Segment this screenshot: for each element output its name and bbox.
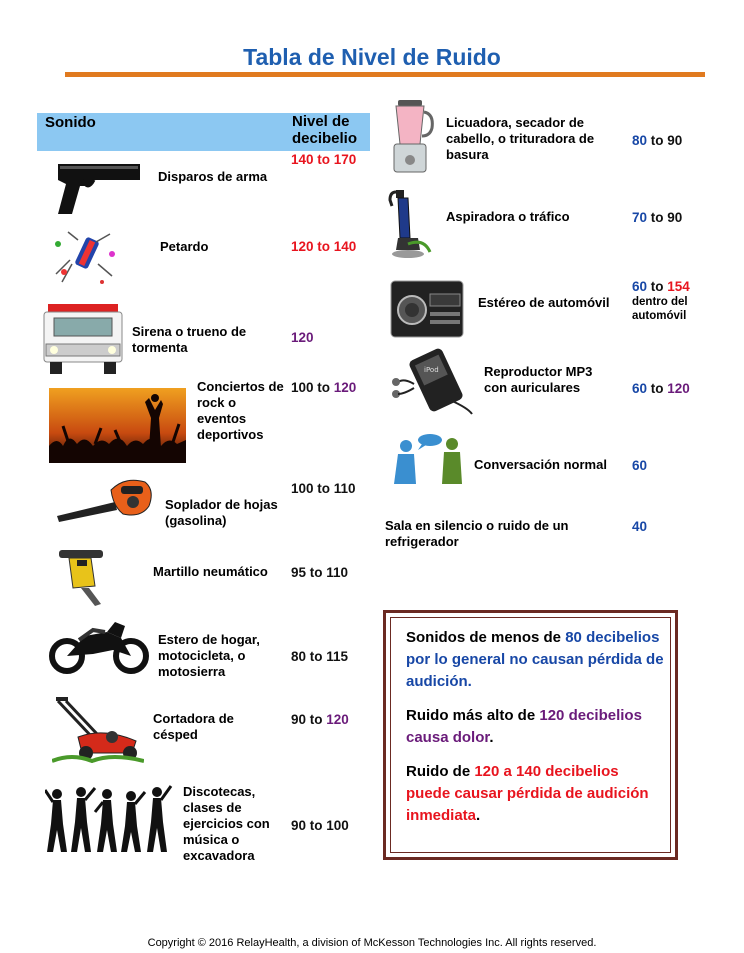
value-discotecas: 90 to 100 bbox=[291, 818, 349, 833]
footer-copyright: Copyright © 2016 RelayHealth, a division of McKesson Technologies Inc. All rights reserved. bbox=[147, 937, 597, 949]
dancers-icon bbox=[45, 782, 175, 856]
vacuum-icon bbox=[388, 188, 436, 260]
value-petardo: 120 to 140 bbox=[291, 239, 357, 254]
info-p1-a: Sonidos de menos de bbox=[406, 629, 566, 646]
value-estereo bbox=[632, 279, 690, 294]
label-cortadora: Cortadora de césped bbox=[153, 711, 234, 742]
label-martillo: Martillo neumático bbox=[153, 564, 268, 579]
motorcycle-icon bbox=[49, 618, 149, 674]
value-estereo-a: 60 bbox=[632, 279, 648, 294]
gun-icon bbox=[54, 160, 144, 218]
value-mp3-b: to bbox=[647, 381, 668, 396]
info-paragraph-2 bbox=[406, 705, 666, 749]
value-estereo-note: dentro del automóvil bbox=[632, 296, 688, 322]
firecracker-icon bbox=[50, 230, 120, 286]
value-estereo-c: 154 bbox=[667, 279, 690, 294]
value-sala: 40 bbox=[632, 519, 648, 534]
label-disparos: Disparos de arma bbox=[158, 169, 268, 184]
info-p3-b: 120 a 140 decibelios puede causar pérdida de audición inmediata bbox=[406, 763, 649, 824]
blender-icon bbox=[390, 98, 436, 176]
value-estero: 80 to 115 bbox=[291, 649, 349, 664]
value-aspiradora bbox=[632, 210, 682, 225]
label-petardo: Petardo bbox=[160, 239, 209, 254]
label-aspiradora: Aspiradora o tráfico bbox=[446, 209, 570, 224]
label-sala: Sala en silencio o ruido de un refrigerador bbox=[385, 518, 569, 549]
value-conciertos bbox=[291, 380, 356, 395]
value-mp3 bbox=[632, 381, 690, 396]
value-conciertos-a: 100 to bbox=[291, 380, 334, 395]
label-discotecas: Discotecas, clases de ejercicios con música o excavadora bbox=[183, 784, 270, 863]
value-mp3-c: 120 bbox=[667, 381, 690, 396]
page-title: Tabla de Nivel de Ruido bbox=[243, 44, 501, 70]
info-paragraph-1 bbox=[406, 627, 666, 693]
jackhammer-icon bbox=[55, 546, 115, 608]
info-p1-b: 80 bbox=[565, 629, 582, 646]
info-p2-b: 120 bbox=[539, 707, 565, 724]
label-estero: Estero de hogar, motocicleta, o motosierra bbox=[158, 632, 260, 679]
info-p2-c: decibelios causa dolor bbox=[406, 707, 642, 746]
value-licuadora bbox=[632, 133, 682, 148]
value-conversacion: 60 bbox=[632, 458, 648, 473]
value-soplador: 100 to 110 bbox=[291, 481, 356, 496]
value-martillo: 95 to 110 bbox=[291, 565, 349, 580]
value-cortadora-b: 120 bbox=[326, 712, 349, 727]
conversation-icon bbox=[390, 432, 466, 486]
value-licuadora-b: to 90 bbox=[647, 133, 683, 148]
title-underline bbox=[65, 72, 705, 77]
label-sirena: Sirena o trueno de tormenta bbox=[132, 324, 247, 355]
value-aspiradora-b: to 90 bbox=[647, 210, 683, 225]
leaf-blower-icon bbox=[55, 476, 155, 528]
value-mp3-a: 60 bbox=[632, 381, 648, 396]
value-aspiradora-a: 70 bbox=[632, 210, 648, 225]
value-cortadora-a: 90 to bbox=[291, 712, 327, 727]
concert-photo bbox=[49, 388, 186, 463]
lawn-mower-icon bbox=[52, 697, 144, 763]
info-p2-d: . bbox=[489, 729, 494, 746]
value-sirena: 120 bbox=[291, 330, 314, 345]
value-disparos: 140 to 170 bbox=[291, 152, 357, 167]
mp3-screen-text: iPod bbox=[424, 366, 439, 374]
label-licuadora: Licuadora, secador de cabello, o trituradora de basura bbox=[446, 115, 595, 162]
mp3-player-icon bbox=[388, 344, 478, 416]
value-estereo-b: to bbox=[647, 279, 668, 294]
info-p3-a: Ruido de bbox=[406, 763, 475, 780]
label-estereo: Estéreo de automóvil bbox=[478, 295, 610, 310]
car-stereo-icon bbox=[390, 280, 464, 338]
info-paragraph-3 bbox=[406, 761, 666, 827]
info-box bbox=[383, 610, 678, 860]
header-sonido: Sonido bbox=[45, 114, 96, 131]
value-conciertos-b: 120 bbox=[333, 380, 357, 395]
value-licuadora-a: 80 bbox=[632, 133, 648, 148]
label-mp3: Reproductor MP3 con auriculares bbox=[484, 364, 593, 395]
value-cortadora bbox=[291, 712, 349, 727]
info-p3-c: . bbox=[476, 807, 481, 824]
label-conciertos: Conciertos de rock o eventos deportivos bbox=[197, 379, 284, 442]
info-p1-c: decibelios por lo general no causan pérdida de audición. bbox=[406, 629, 664, 690]
header-nivel: Nivel de decibelio bbox=[292, 113, 358, 147]
label-soplador: Soplador de hojas (gasolina) bbox=[165, 497, 278, 528]
ambulance-icon bbox=[40, 300, 126, 376]
label-conversacion: Conversación normal bbox=[474, 457, 607, 472]
info-p2-a: Ruido más alto de bbox=[406, 707, 540, 724]
